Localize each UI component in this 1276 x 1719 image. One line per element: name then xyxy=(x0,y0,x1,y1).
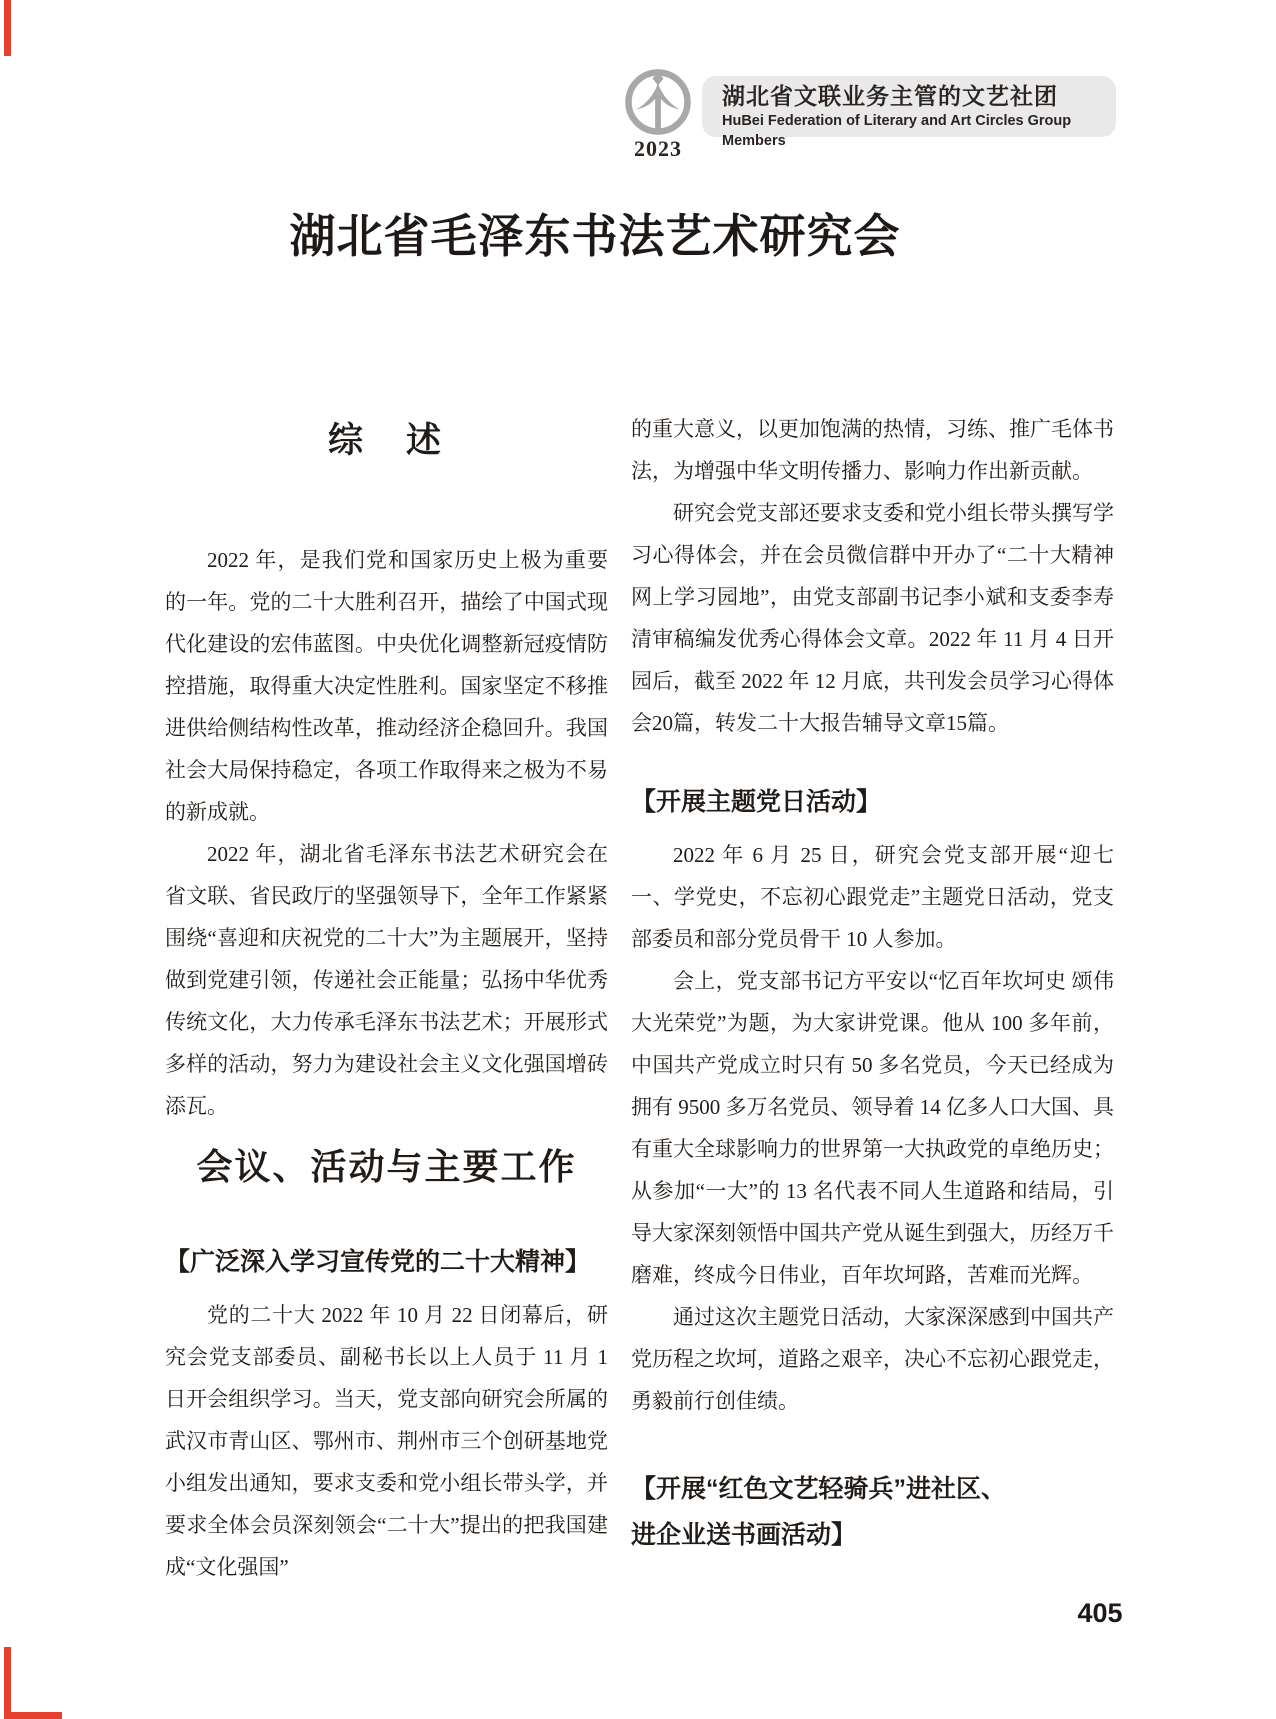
subsection-heading-line-1: 【开展“红色文艺轻骑兵”进社区、 xyxy=(631,1475,1007,1503)
overview-paragraph-2: 2022 年，湖北省毛泽东书法艺术研究会在省文联、省民政厅的坚强领导下，全年工作紧紧围绕“喜迎和庆祝党的二十大”为主题展开，坚持做到党建引领，传递社会正能量；弘扬中华优秀传统文化，大力传承毛泽东书法艺术；开展形式多样的活动，努力为建设社会主义文化强国增砖添瓦。 xyxy=(165,841,608,1118)
header-org-name-cn: 湖北省文联业务主管的文艺社团 xyxy=(722,83,1058,109)
subsection-heading-party-day: 【开展主题党日活动】 xyxy=(631,788,882,816)
left-column xyxy=(165,408,608,1588)
subsection-heading-red-art-troops xyxy=(631,1466,1114,1558)
study-paragraph-continued: 的重大意义，以更加饱满的热情，习练、推广毛体书法，为增强中华文明传播力、影响力作出新贡献。 xyxy=(631,417,1114,483)
federation-logo-icon xyxy=(622,66,694,138)
right-column xyxy=(631,408,1114,1570)
page-title: 湖北省毛泽东书法艺术研究会 xyxy=(289,211,901,262)
overview-paragraph-1: 2022 年，是我们党和国家历史上极为重要的一年。党的二十大胜利召开，描绘了中国式现代化建设的宏伟蓝图。中央优化调整新冠疫情防控措施，取得重大决定性胜利。国家坚定不移推进供给侧结构性改革，推动经济企稳回升。我国社会大局保持稳定，各项工作取得来之极为不易的新成就。 xyxy=(165,547,608,824)
subsection-heading-study-spirit: 【广泛深入学习宣传党的二十大精神】 xyxy=(165,1248,591,1277)
overview-section-heading: 综 述 xyxy=(327,421,445,460)
party-day-paragraph-2: 会上，党支部书记方平安以“忆百年坎坷史 颂伟大光荣党”为题，为大家讲党课。他从 100 多年前，中国共产党成立时只有 50 多名党员，今天已经成为拥有 9500 多万名党员、领导着 14 亿多人口大国、具有重大全球影响力的世界第一大执政党的卓绝历史；从参加“一大”的 13 名代表不同人生道路和结局，引导大家深刻领悟中国共产党从诞生到强大，历经万千磨难，终成今日伟业，百年坎坷路，苦难而光辉。 xyxy=(631,969,1114,1287)
crop-mark-bottom-left-horizontal xyxy=(4,1712,62,1719)
logo-year-label: 2023 xyxy=(634,136,682,161)
crop-mark-top-left xyxy=(4,0,11,56)
party-day-paragraph-3: 通过这次主题党日活动，大家深深感到中国共产党历程之坎坷，道路之艰辛，决心不忘初心跟党走，勇毅前行创佳绩。 xyxy=(631,1305,1114,1413)
header-banner xyxy=(702,76,1116,149)
party-day-paragraph-1: 2022 年 6 月 25 日，研究会党支部开展“迎七一、学党史，不忘初心跟党走”主题党日活动，党支部委员和部分党员骨干 10 人参加。 xyxy=(631,843,1114,951)
wechat-study-paragraph: 研究会党支部还要求支委和党小组长带头撰写学习心得体会，并在会员微信群中开办了“二十大精神网上学习园地”，由党支部副书记李小斌和支委李寿清审稿编发优秀心得体会文章。2022 年 11 月 4 日开园后，截至 2022 年 12 月底，共刊发会员学习心得体会20篇，转发二十大报告辅导文章15篇。 xyxy=(631,501,1114,735)
subsection-heading-line-2: 进企业送书画活动】 xyxy=(631,1521,857,1549)
crop-mark-bottom-left-vertical xyxy=(4,1647,11,1719)
study-paragraph: 党的二十大 2022 年 10 月 22 日闭幕后，研究会党支部委员、副秘书长以上人员于 11 月 1 日开会组织学习。当天，党支部向研究会所属的武汉市青山区、鄂州市、荆州市三个创研基地党小组发出通知，要求支委和党小组长带头学，并要求全体会员深刻领会“二十大”提出的把我国建成“文化强国” xyxy=(165,1303,608,1580)
page-number: 405 xyxy=(1077,1598,1123,1628)
meetings-section-heading: 会议、活动与主要工作 xyxy=(196,1145,577,1187)
header-org-name-en: HuBei Federation of Literary and Art Circles Group Members xyxy=(722,113,1072,149)
